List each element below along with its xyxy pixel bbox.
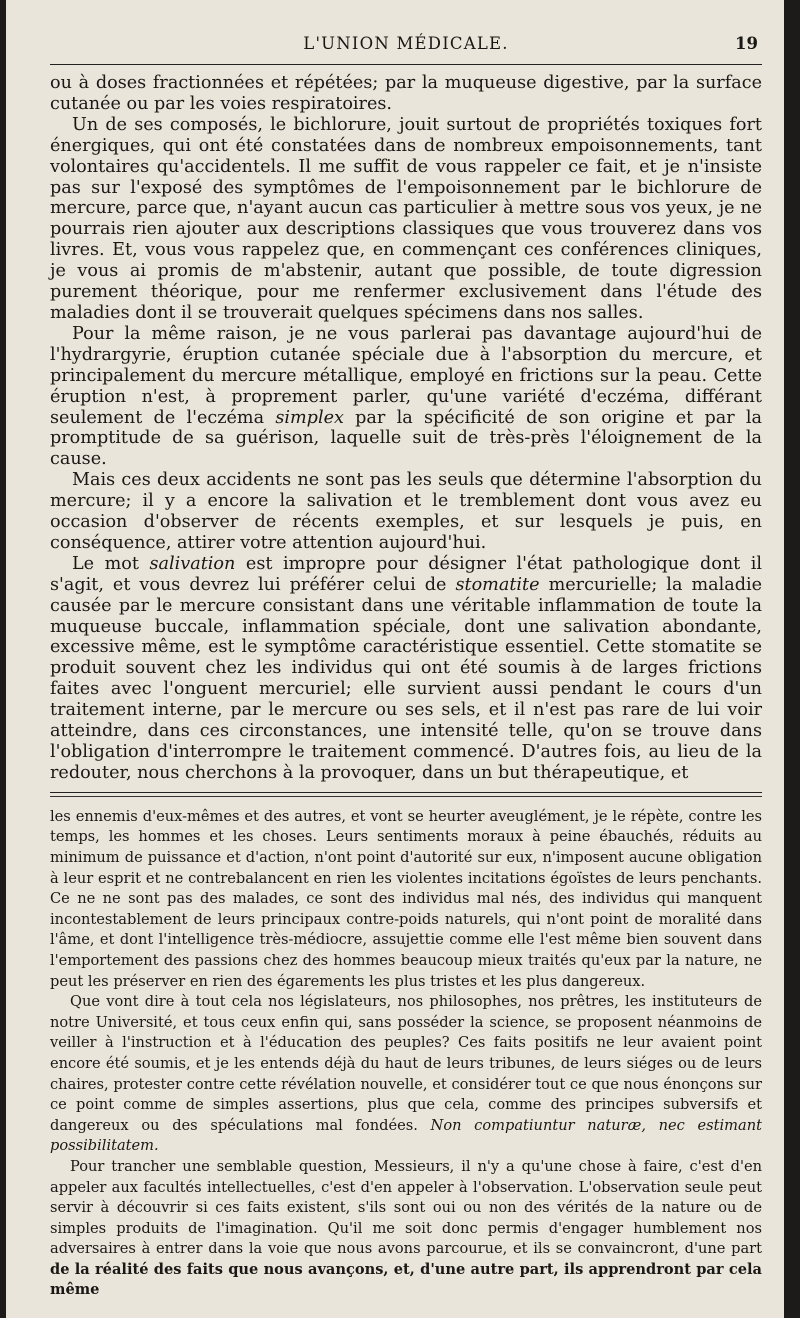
text-run: Que vont dire à tout cela nos législateurs, nos philosophes, nos prêtres, les instituteurs de notre Université, et tous ceux enfin qui, sans posséder la science, se proposent néanmoins de veiller à l'instruction et à l'éducation des peuples? Ces faits positifs ne leur avaient point encore été soumis, et je les entends déjà du haut de leurs tribunes, de leurs siéges ou de leurs chaires, protester contre cette révélation nouvelle, et considérer tout ce que nous énonçons sur ce point comme de simples assertions, plus que cela, comme des principes subversifs et dangereux ou des spéculations mal fondées. [50, 993, 762, 1134]
paragraph: les ennemis d'eux-mêmes et des autres, et vont se heurter aveuglément, je le répète, contre les temps, les hommes et les choses. Leurs sentiments moraux à peine ébauchés, réduits au minimum de puissance et d'action, n'ont point d'autorité sur eux, n'imposent aucune obligation à leur esprit et ne contrebalancent en rien les violentes incitations égoïstes de leurs penchants. Ce ne ne sont pas des malades, ce sont des individus mal nés, des individus qui manquent incontestablement de leurs principaux contre-poids naturels, qui n'ont point de moralité dans l'âme, et dont l'intelligence très-médiocre, assujettie comme elle l'est même bien souvent dans l'emportement des passions chez des hommes beaucoup mieux traités qu'eux par la nature, ne peut les préserver en rien des égarements les plus tristes et les plus dangereux. [50, 807, 762, 990]
italic-term: simplex [275, 407, 344, 428]
paragraph: ou à doses fractionnées et répétées; par la muqueuse digestive, par la surface cutanée ou par les voies respiratoires. [50, 73, 762, 114]
text-run: Pour la même raison, je ne vous parlerai pas davantage aujourd'hui de l'hydrargyrie, éruption cutanée spéciale due à l'absorption du mercure, et principalement du mercure métallique, employé en frictions sur la peau. Cette éruption n'est, à proprement parler, qu'une variété d'eczéma, différant seulement de l'eczéma [50, 323, 762, 428]
italic-term: stomatite [455, 574, 540, 595]
text-run: par la spécificité de son origine et par la promptitude de sa guérison, laquelle suit de très-près l'éloignement de la cause. [50, 407, 763, 470]
page-header [50, 30, 762, 60]
paragraph: Mais ces deux accidents ne sont pas les seuls que détermine l'absorption du mercure; il y a encore la salivation et le tremblement dont vous avez eu occasion d'observer de récents exemples, et sur lesquels je puis, en conséquence, attirer votre attention aujourd'hui. [50, 470, 762, 553]
feuilleton-text [50, 807, 762, 1301]
feuilleton-rule-thin [50, 796, 762, 797]
text-run: est impropre pour désigner l'état pathologique dont il s'agit, et vous devrez lui préférer celui de [50, 553, 763, 595]
paragraph [50, 324, 762, 470]
paragraph [50, 1157, 762, 1301]
main-text [50, 73, 762, 784]
running-title: L'UNION MÉDICALE. [303, 34, 509, 53]
paragraph: Un de ses composés, le bichlorure, jouit surtout de propriétés toxiques fort énergiques, qui ont été constatées dans de nombreux empoisonnements, tant volontaires qu'accidentels. Il me suffit de vous rappeler ce fait, et je n'insiste pas sur l'exposé des symptômes de l'empoisonnement par le bichlorure de mercure, parce que, n'ayant aucun cas particulier à mettre sous vos yeux, je ne pourrais rien ajouter aux descriptions classiques que vous trouverez dans vos livres. Et, vous vous rappelez que, en commençant ces conférences cliniques, je vous ai promis de m'abstenir, autant que possible, de toute digression purement théorique, pour me renfermer exclusivement dans l'étude des maladies dont il se trouverait quelques spécimens dans nos salles. [50, 114, 762, 323]
text-run: mercurielle; la maladie causée par le mercure consistant dans une véritable inflammation de toute la muqueuse buccale, inflammation spéciale, dont une salivation abondante, excessive même, est le symptôme caractéristique essentiel. Cette stomatite se produit souvent chez les individus qui ont été soumis à de larges frictions faites avec l'onguent mercuriel; elle survient aussi pendant le cours d'un traitement interne, par le mercure ou ses sels, et il n'est pas rare de lui voir atteindre, dans ces circonstances, une intensité telle, qu'on se trouve dans l'obligation d'interrompre le traitement commencé. D'autres fois, au lieu de la redouter, nous cherchons à la provoquer, dans un but thérapeutique, et [50, 574, 763, 783]
latin-quote: Non compatiuntur naturæ, nec estimant possibilitatem. [50, 1116, 762, 1155]
paragraph [50, 554, 762, 784]
page-body [50, 30, 762, 1301]
bold-run: de la réalité des faits que nous avançons, et, d'une autre part, ils apprendront par cela même [50, 1260, 762, 1299]
header-rule [50, 64, 762, 65]
page-number: 19 [735, 34, 758, 53]
feuilleton-rule [50, 792, 762, 793]
paragraph [50, 992, 762, 1157]
journal-page [6, 0, 784, 1318]
italic-term: salivation [149, 553, 236, 574]
text-run: Le mot [72, 553, 139, 574]
text-run: Pour trancher une semblable question, Messieurs, il n'y a qu'une chose à faire, c'est d'en appeler aux facultés intellectuelles, c'est d'en appeler à l'observation. L'observation seule peut servir à découvrir si ces faits existent, s'ils sont oui ou non des vérités de la nature ou de simples produits de l'imagination. Qu'il me soit donc permis d'engager humblement nos adversaires à entrer dans la voie que nous avons parcourue, et ils se convaincront, d'une part [50, 1157, 762, 1258]
